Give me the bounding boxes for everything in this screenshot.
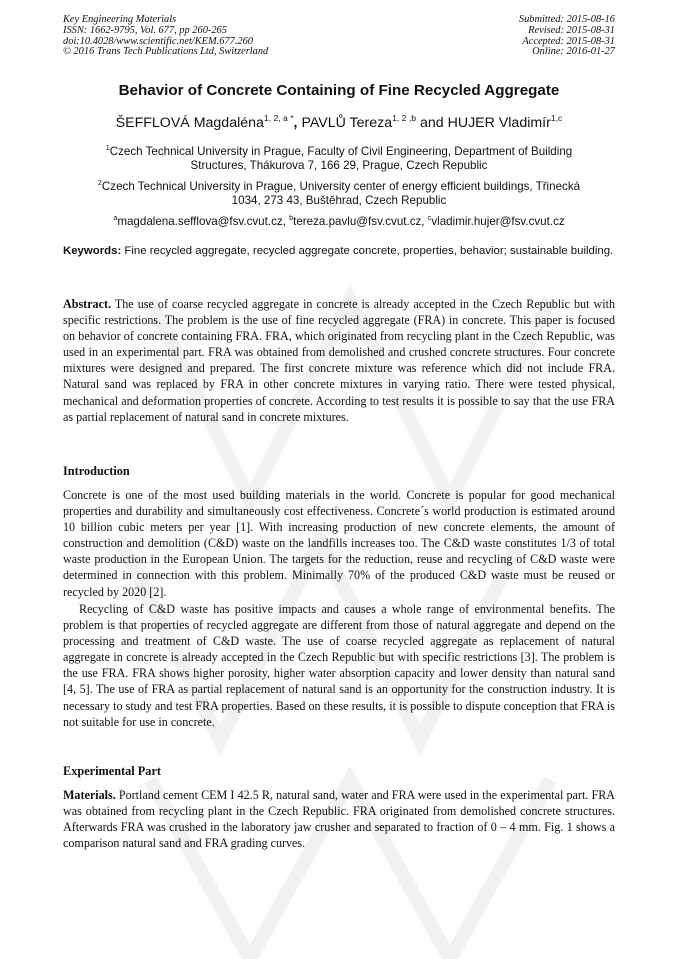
author-1: ŠEFFLOVÁ Magdaléna (115, 115, 264, 131)
section-heading-introduction: Introduction (63, 464, 130, 478)
keywords-label: Keywords: (63, 245, 122, 257)
materials-text: Portland cement CEM I 42.5 R, natural sand, water and FRA were used in the experimental part. FRA was obtained from recycling plant in the Czech Republic. FRA originated from demolished concrete structures. Afterwards FRA was crushed in the laboratory jaw crusher and separated to fraction of 0 – 4 mm. Fig. 1 shows a comparison natural sand and FRA grading curves. (63, 788, 615, 851)
affiliation-1-line-1: Czech Technical University in Prague, Faculty of Civil Engineering, Department of Building (109, 145, 573, 158)
affiliation-1 (70, 141, 608, 173)
email-a[interactable]: magdalena.sefflova@fsv.cvut.cz, (117, 215, 290, 228)
author-3: HUJER Vladimír (447, 115, 551, 131)
keywords-text: Fine recycled aggregate, recycled aggregate concrete, properties, behavior; sustainable building. (121, 245, 614, 257)
affiliation-2-sup: 2 (97, 178, 102, 187)
email-c[interactable]: vladimir.hujer@fsv.cvut.cz (431, 215, 565, 228)
affiliation-2 (70, 176, 608, 208)
abstract-label: Abstract. (63, 297, 112, 311)
issn: ISSN: 1662-9795, Vol. 677, pp 260-265 (63, 24, 227, 36)
author-list (63, 113, 615, 131)
online-date: Online: 2016-01-27 (532, 46, 615, 58)
copyright: © 2016 Trans Tech Publications Ltd, Switzerland (63, 46, 269, 58)
materials-label: Materials. (63, 788, 116, 802)
journal-name: Key Engineering Materials (63, 14, 177, 25)
section-heading-experimental: Experimental Part (63, 764, 162, 778)
introduction-paragraph-2: Recycling of C&D waste has positive impacts and causes a whole range of environmental benefits. The problem is that properties of recycled aggregate are different from those of natural aggregate and depend on the processing and treatment of C&D waste. The use of coarse recycled aggregate as replacement of natural aggregate in concrete is already accepted in the Czech Republic but with specific restrictions [3]. The problem is the use FRA. FRA shows higher porosity, higher water absorption capacity and lower density than natural sand [4, 5]. The use of FRA as partial replacement of natural sand is an opportunity for the construction industry. It is necessary to study and test FRA properties. Based on these results, it is possible to dispute conception that FRA is not suitable for use in concrete. (63, 602, 615, 729)
affiliation-1-line-2: Structures, Thákurova 7, 166 29, Prague, Czech Republic (190, 159, 488, 172)
header-right (519, 15, 615, 58)
author-2-sup: 1, 2 ,b (392, 113, 417, 123)
email-list (70, 211, 608, 229)
paper-title: Behavior of Concrete Containing of Fine Recycled Aggregate (118, 82, 560, 99)
affiliation-2-line-2: 1034, 273 43, Buštěhrad, Czech Republic (231, 194, 447, 207)
doi: doi:10.4028/www.scientific.net/KEM.677.260 (63, 35, 253, 47)
keywords (63, 245, 615, 259)
materials-paragraph (63, 787, 615, 851)
affiliation-1-sup: 1 (105, 143, 110, 152)
submitted-date: Submitted: 2015-08-16 (518, 14, 615, 25)
affiliation-2-line-1: Czech Technical University in Prague, University center of energy efficient buildings, Třinecká (101, 180, 581, 193)
author-and: and (416, 115, 448, 131)
author-separator: , (293, 115, 302, 131)
header-left (63, 15, 268, 58)
accepted-date: Accepted: 2015-08-31 (522, 35, 615, 47)
author-2: PAVLŮ Tereza (301, 115, 393, 131)
email-b[interactable]: tereza.pavlu@fsv.cvut.cz, (293, 215, 428, 228)
email-c-sup: c (427, 213, 432, 222)
email-a-sup: a (113, 213, 118, 222)
author-3-sup: 1,c (550, 113, 563, 123)
introduction-paragraph-1: Concrete is one of the most used building materials in the world. Concrete is popular for good mechanical properties and durability and simultaneously cost effectiveness. Concrete´s world production is estimated around 10 billion cubic meters per year [1]. With increasing production of new concrete elements, the amount of construction and demolition (C&D) waste on the landfills increases too. The C&D waste constitutes 1/3 of total waste production in the European Union. The targets for the reduction, reuse and recycling of C&D waste were determined in connection with this problem. Minimally 70% of the produced C&D waste must be reused or recycled by 2020 [2]. (63, 488, 615, 599)
abstract-text: The use of coarse recycled aggregate in concrete is already accepted in the Czech Republic but with specific restrictions. The problem is the use of fine recycled aggregate (FRA) in concrete. This paper is focused on behavior of concrete containing FRA. FRA, which originated from recycling plant in the Czech Republic, was used in an experimental part. FRA was obtained from demolished and crushed concrete structures. Four concrete mixtures were designed and prepared. The first concrete mixture was reference which did not include FRA. Natural sand was replaced by FRA in other concrete mixtures in varying ratio. There were tested physical, mechanical and deformation properties of concrete. According to test results it is possible to say that the use FRA as partial replacement of natural sand in concrete mixtures. (63, 297, 615, 424)
abstract (63, 296, 615, 425)
author-1-sup: 1, 2, a * (263, 113, 294, 123)
revised-date: Revised: 2015-08-31 (528, 24, 615, 36)
email-b-sup: b (289, 213, 294, 222)
